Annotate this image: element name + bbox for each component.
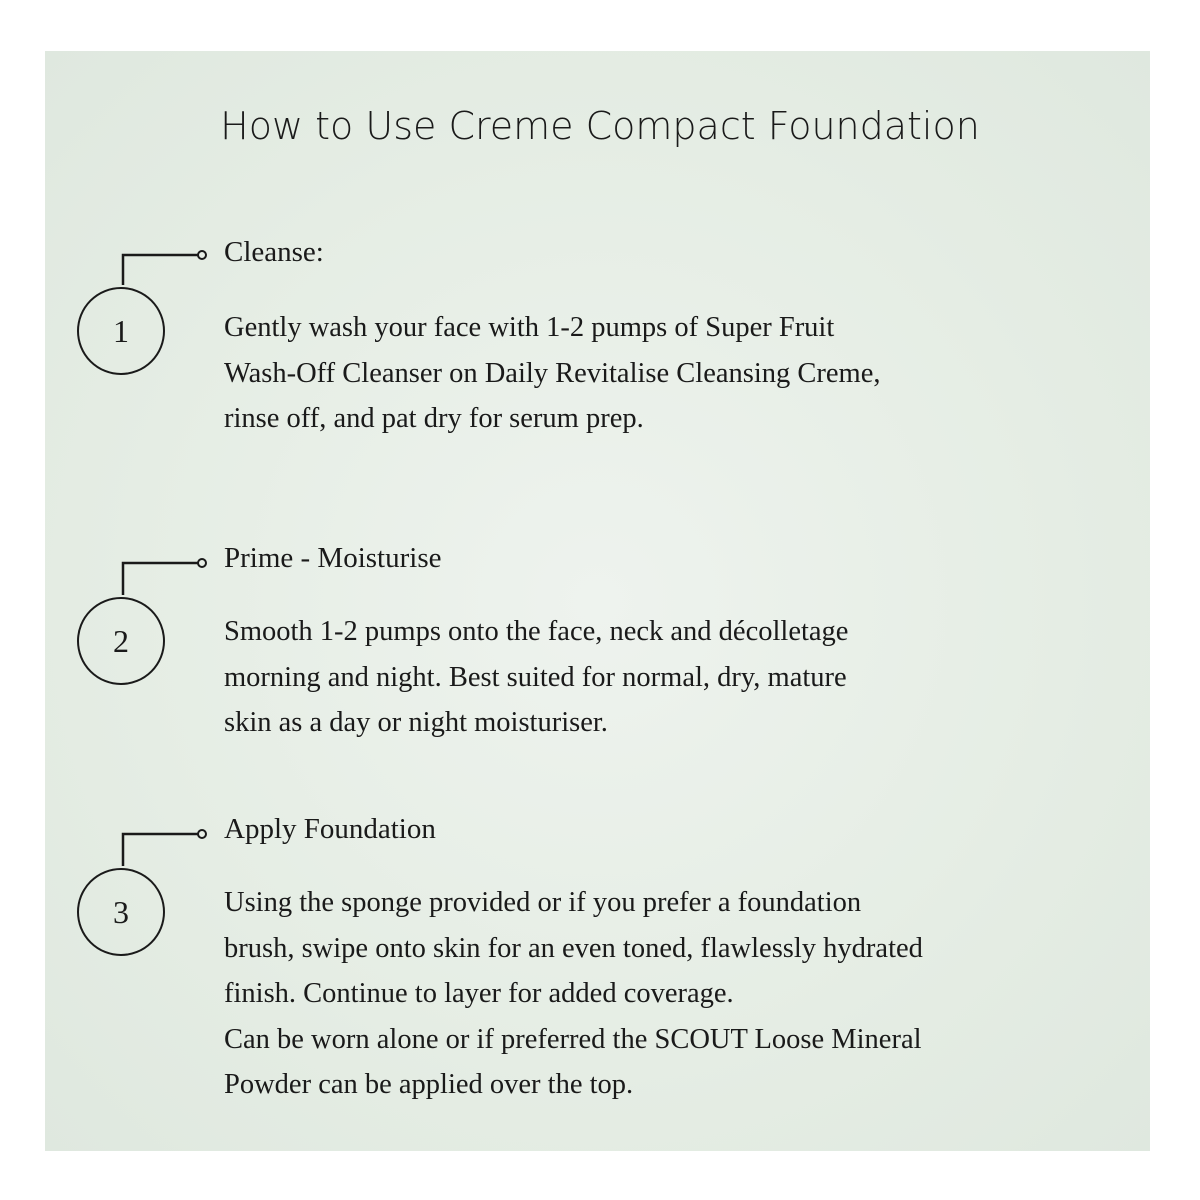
step-3-line: Can be worn alone or if preferred the SCOUT Loose Mineral (224, 1023, 922, 1055)
step-3-line: Using the sponge provided or if you prefer a foundation (224, 887, 862, 918)
step-1-line: rinse off, and pat dry for serum prep. (224, 403, 644, 434)
step-2-line: Smooth 1-2 pumps onto the face, neck and décolletage (224, 616, 849, 647)
step-2-number-badge: 2 (77, 597, 165, 685)
step-2-line: morning and night. Best suited for normal, dry, mature (224, 661, 847, 693)
step-3-description (224, 880, 1144, 1108)
step-1-number-badge: 1 (77, 287, 165, 375)
page-title: How to Use Creme Compact Foundation (220, 104, 980, 148)
step-1-heading: Cleanse: (224, 236, 324, 268)
step-3-heading: Apply Foundation (224, 813, 436, 845)
step-2-heading: Prime - Moisturise (224, 542, 442, 574)
step-3-line: finish. Continue to layer for added coverage. (224, 978, 734, 1009)
step-3-number-badge: 3 (77, 868, 165, 956)
step-3-line: brush, swipe onto skin for an even toned, flawlessly hydrated (224, 932, 923, 964)
step-1-line: Wash-Off Cleanser on Daily Revitalise Cleansing Creme, (224, 357, 881, 389)
step-2-line: skin as a day or night moisturiser. (224, 707, 608, 738)
step-1-line: Gently wash your face with 1-2 pumps of Super Fruit (224, 312, 835, 343)
step-3-line: Powder can be applied over the top. (224, 1069, 634, 1100)
